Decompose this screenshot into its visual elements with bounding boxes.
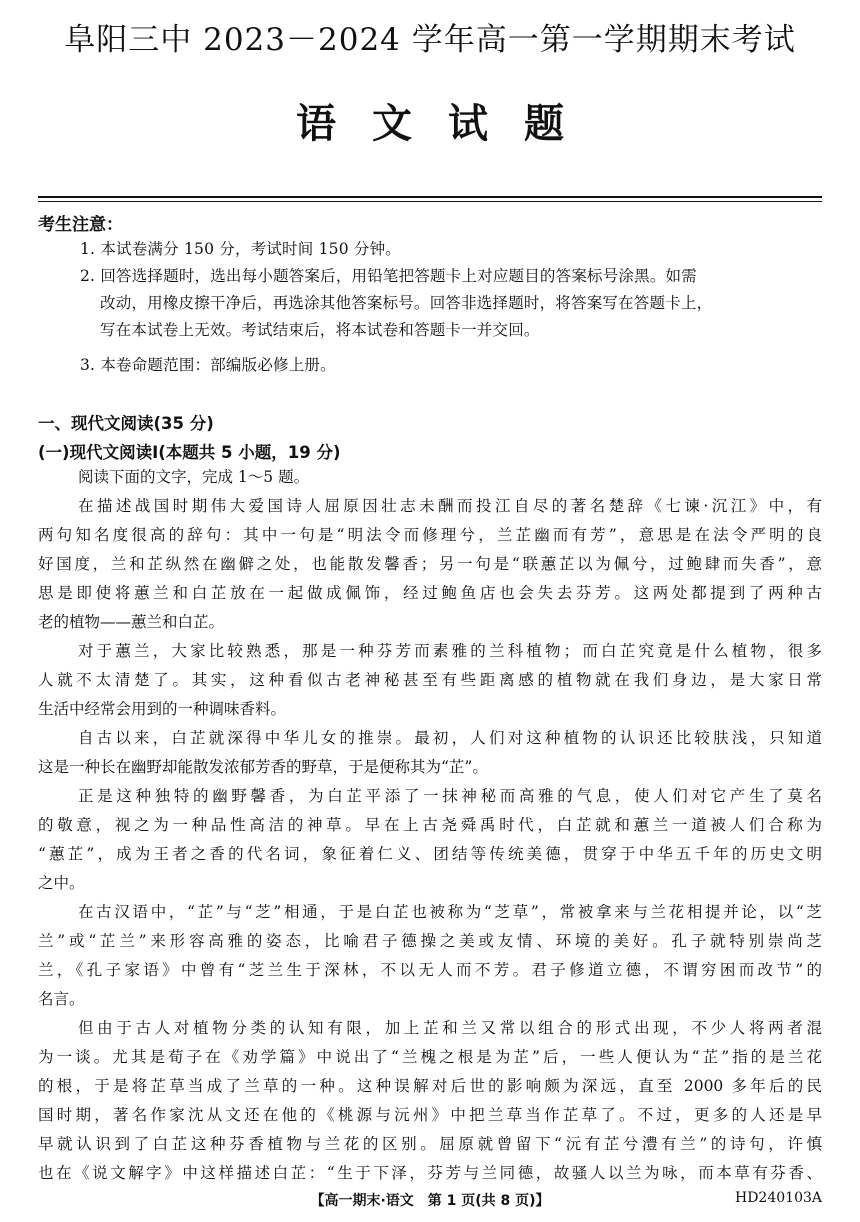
notice-heading: 考生注意： [38,215,123,235]
page-footer: 【高一期末·语文 第 1 页(共 8 页)】 [310,1193,550,1209]
passage-line: “蕙芷”，成为王者之香的代名词，象征着仁义、团结等传统美德，贯穿于中华五千年的历史文明 [38,845,822,863]
passage-line: 但由于古人对植物分类的认知有限，加上芷和兰又常以组合的形式出现，不少人将两者混 [78,1019,822,1037]
passage-line: 兰，《孔子家语》中曾有“芝兰生于深林，不以无人而不芳。君子修道立德，不谓穷困而改节”的 [38,961,822,979]
passage-line: 生活中经常会用到的一种调味香料。 [38,700,287,718]
divider-thick [38,196,822,198]
passage-line: 对于蕙兰，大家比较熟悉，那是一种芬芳而素雅的兰科植物；而白芷究竟是什么植物，很多 [78,642,822,660]
exam-code: HD240103A [735,1190,822,1206]
passage-line: 老的植物——蕙兰和白芷。 [38,613,225,631]
passage-line: 在古汉语中，“芷”与“芝”相通，于是白芷也被称为“芝草”，常被拿来与兰花相提并论，以“芝 [78,903,822,921]
passage-line: 自古以来，白芷就深得中华儿女的推崇。最初，人们对这种植物的认识还比较肤浅，只知道 [78,729,822,747]
notice-item-2-line1: 2. 回答选择题时，选出每小题答案后，用铅笔把答题卡上对应题目的答案标号涂黑。如需 [80,267,697,285]
notice-item-2-line2: 改动，用橡皮擦干净后，再选涂其他答案标号。回答非选择题时，将答案写在答题卡上， [100,294,713,312]
passage-line: 国时期，著名作家沈从文还在他的《桃源与沅州》中把兰草当作芷草了。不过，更多的人还是早 [38,1106,822,1124]
passage-line: 好国度，兰和芷纵然在幽僻之处，也能散发馨香；另一句是“联蕙芷以为佩兮，过鲍肆而失香”，意 [38,555,822,573]
section-heading: 一、现代文阅读(35 分) [38,414,214,433]
passage-line: 人就不太清楚了。其实，这种看似古老神秘甚至有些距离感的植物就在我们身边，是大家日常 [38,671,822,689]
section-subheading: (一)现代文阅读Ⅰ(本题共 5 小题，19 分) [38,443,341,462]
passage-line: 正是这种独特的幽野馨香，为白芷平添了一抹神秘而高雅的气息，使人们对它产生了莫名 [78,787,822,805]
passage-line: 也在《说文解字》中这样描述白芷：“生于下泽，芬芳与兰同德，故骚人以兰为咏，而本草有芬香、 [38,1164,822,1182]
passage-line: 名言。 [38,990,85,1008]
passage-line: 的根，于是将芷草当成了兰草的一种。这种误解对后世的影响颇为深远，直至 2000 多年后的民 [38,1077,822,1095]
notice-item-1: 1. 本试卷满分 150 分，考试时间 150 分钟。 [80,240,401,258]
passage-line: 的敬意，视之为一种品性高洁的神草。早在上古尧舜禹时代，白芷就和蕙兰一道被人们合称为 [38,816,822,834]
passage-line: 之中。 [38,874,85,892]
exam-title: 阜阳三中 2023－2024 学年高一第一学期期末考试 [64,22,796,58]
notice-item-2-line3: 写在本试卷上无效。考试结束后，将本试卷和答题卡一并交回。 [100,321,540,339]
notice-item-2 [80,263,822,344]
divider-thin [38,201,822,202]
passage-line: 两句知名度很高的辞句：其中一句是“明法令而修理兮，兰芷幽而有芳”，意思是在法令严明的良 [38,526,822,544]
passage-line: 思是即使将蕙兰和白芷放在一起做成佩饰，经过鲍鱼店也会失去芬芳。这两处都提到了两种古 [38,584,822,602]
passage-line: 在描述战国时期伟大爱国诗人屈原因壮志未酬而投江自尽的著名楚辞《七谏·沉江》中，有 [78,497,822,515]
notice-item-3: 3. 本卷命题范围：部编版必修上册。 [80,356,336,374]
passage-line: 这是一种长在幽野却能散发浓郁芳香的野草，于是便称其为“芷”。 [38,758,488,776]
passage-line: 为一谈。尤其是荀子在《劝学篇》中说出了“兰槐之根是为芷”后，一些人便认为“芷”指的是兰花 [38,1048,822,1066]
passage-line: 早就认识到了白芷这种芬香植物与兰花的区别。屈原就曾留下“沅有芷兮澧有兰”的诗句，许慎 [38,1135,822,1153]
passage-line: 兰”或“芷兰”来形容高雅的姿态，比喻君子德操之美或友情、环境的美好。孔子就特别崇尚芝 [38,932,822,950]
instruction-line: 阅读下面的文字，完成 1～5 题。 [78,468,310,486]
subject-title: 语文试题 [296,100,600,147]
